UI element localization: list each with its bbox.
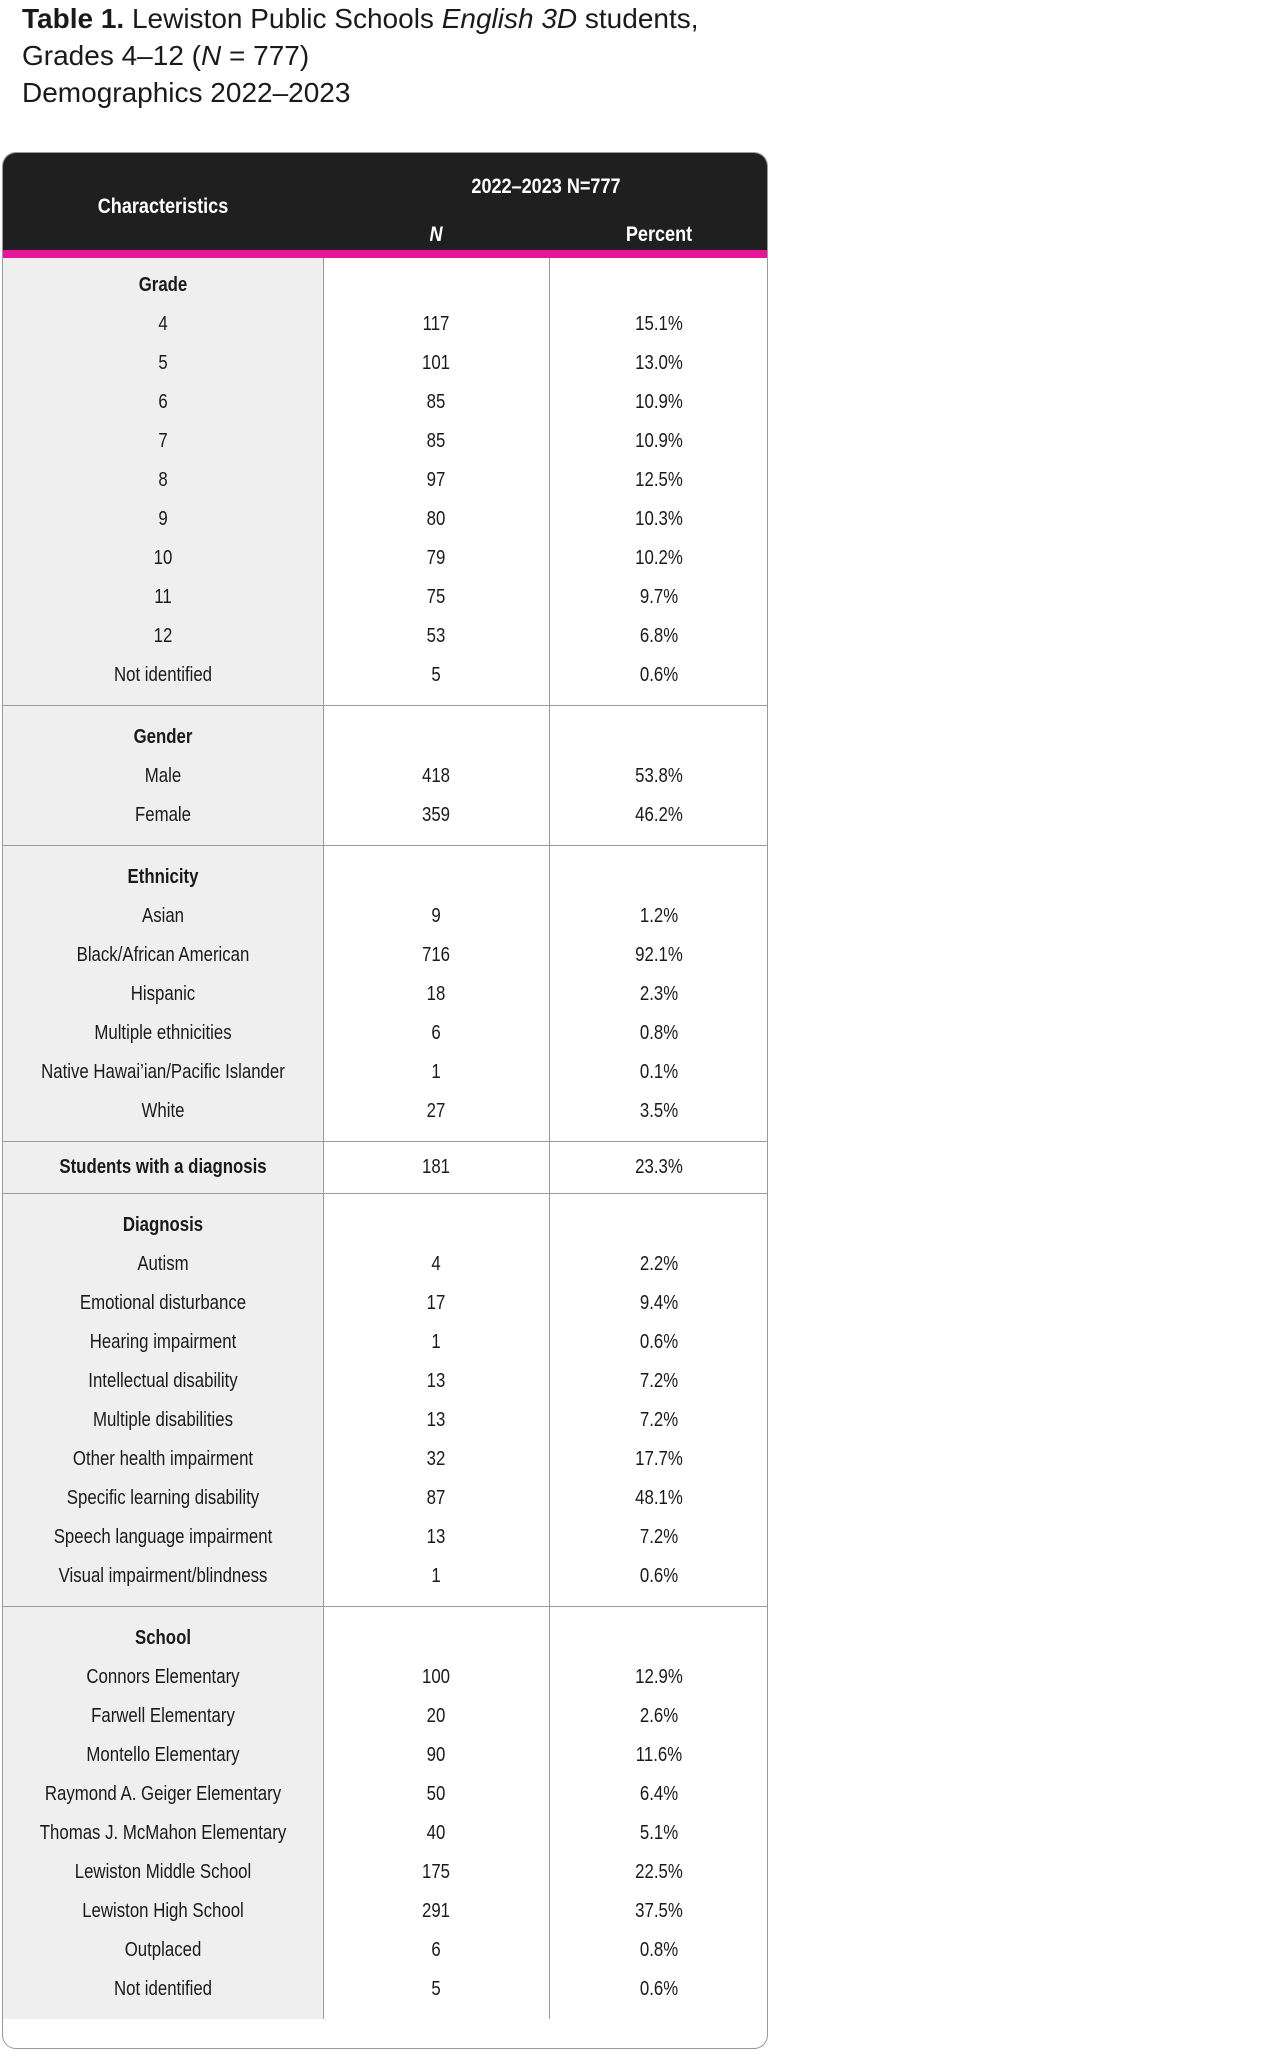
row-percent: 1.2% xyxy=(639,905,679,927)
section-diagnosis xyxy=(3,1194,768,1607)
header-characteristics: Characteristics xyxy=(97,195,229,218)
section-heading xyxy=(3,1206,768,1245)
table-row xyxy=(3,1518,768,1557)
section-school xyxy=(3,1607,768,2019)
caption-grades: Grades 4–12 ( xyxy=(22,40,201,71)
caption-n-symbol: N xyxy=(201,40,222,71)
row-label: Outplaced xyxy=(124,1939,202,1961)
demographics-table xyxy=(2,152,768,2049)
table-row xyxy=(3,1245,768,1284)
row-label: Lewiston High School xyxy=(82,1900,244,1922)
table-row xyxy=(3,1736,768,1775)
row-percent: 6.8% xyxy=(639,625,679,647)
row-n: 40 xyxy=(426,1822,446,1844)
row-label: Lewiston Middle School xyxy=(74,1861,252,1883)
row-label: Female xyxy=(134,804,192,826)
row-percent: 12.5% xyxy=(635,469,683,491)
row-n: 85 xyxy=(426,391,446,413)
row-label: 6 xyxy=(158,391,168,413)
row-percent: 10.2% xyxy=(635,547,683,569)
row-percent: 0.8% xyxy=(639,1939,679,1961)
row-label: Multiple ethnicities xyxy=(94,1022,232,1044)
row-n: 87 xyxy=(426,1487,446,1509)
row-label: Connors Elementary xyxy=(86,1666,240,1688)
row-n: 27 xyxy=(426,1100,446,1122)
row-label: Emotional disturbance xyxy=(79,1292,247,1314)
table-row xyxy=(3,1323,768,1362)
table-row xyxy=(3,1970,768,2009)
row-percent: 10.9% xyxy=(635,391,683,413)
row-n: 5 xyxy=(431,664,441,686)
row-label: 5 xyxy=(158,352,168,374)
table-row xyxy=(3,1284,768,1323)
row-label: Thomas J. McMahon Elementary xyxy=(39,1822,287,1844)
row-label: 11 xyxy=(154,586,172,608)
table-row xyxy=(3,1362,768,1401)
section-grade xyxy=(3,258,768,706)
row-percent: 0.8% xyxy=(639,1022,679,1044)
table-row xyxy=(3,539,768,578)
row-percent: 46.2% xyxy=(635,804,683,826)
table-row xyxy=(3,757,768,796)
header-percent: Percent xyxy=(625,223,693,246)
row-label: Not identified xyxy=(113,664,213,686)
row-label: Intellectual disability xyxy=(88,1370,238,1392)
row-n: 181 xyxy=(421,1156,451,1178)
row-percent: 12.9% xyxy=(635,1666,683,1688)
table-row xyxy=(3,383,768,422)
table-row xyxy=(3,1697,768,1736)
caption-line-3: Demographics 2022–2023 xyxy=(22,77,351,108)
section-ethnicity xyxy=(3,846,768,1142)
row-n: 359 xyxy=(421,804,451,826)
row-n: 100 xyxy=(421,1666,451,1688)
row-percent: 53.8% xyxy=(635,765,683,787)
row-label: Autism xyxy=(137,1253,189,1275)
row-percent: 9.4% xyxy=(639,1292,679,1314)
row-label: Farwell Elementary xyxy=(91,1705,235,1727)
table-row xyxy=(3,796,768,835)
table-row xyxy=(3,1053,768,1092)
row-percent: 0.6% xyxy=(639,1331,679,1353)
caption-text-b: students, xyxy=(577,3,699,34)
row-n: 79 xyxy=(426,547,446,569)
table-row xyxy=(3,617,768,656)
row-percent: 15.1% xyxy=(635,313,683,335)
header-accent-bar xyxy=(3,250,768,258)
row-percent: 10.3% xyxy=(635,508,683,530)
row-label: Students with a diagnosis xyxy=(59,1156,267,1178)
row-percent: 37.5% xyxy=(635,1900,683,1922)
table-row xyxy=(3,1014,768,1053)
table-row xyxy=(3,975,768,1014)
row-label: 10 xyxy=(153,547,173,569)
row-percent: 0.6% xyxy=(639,1565,679,1587)
row-n: 18 xyxy=(426,983,446,1005)
row-label: Specific learning disability xyxy=(66,1487,260,1509)
row-label: Visual impairment/blindness xyxy=(58,1565,268,1587)
row-percent: 0.6% xyxy=(639,664,679,686)
row-n: 4 xyxy=(431,1253,441,1275)
section-title: Diagnosis xyxy=(122,1214,204,1236)
row-percent: 13.0% xyxy=(635,352,683,374)
table-row xyxy=(3,1658,768,1697)
row-percent: 3.5% xyxy=(639,1100,679,1122)
table-row xyxy=(3,344,768,383)
row-n: 716 xyxy=(421,944,451,966)
section-heading xyxy=(3,858,768,897)
table-row xyxy=(3,1931,768,1970)
row-label: Other health impairment xyxy=(72,1448,254,1470)
row-n: 85 xyxy=(426,430,446,452)
caption-line-2 xyxy=(22,37,842,74)
row-label: Raymond A. Geiger Elementary xyxy=(44,1783,282,1805)
section-gender xyxy=(3,706,768,846)
row-percent: 7.2% xyxy=(639,1370,679,1392)
row-n: 17 xyxy=(426,1292,446,1314)
caption-text-a: Lewiston Public Schools xyxy=(124,3,442,34)
row-n: 1 xyxy=(431,1331,441,1353)
row-n: 13 xyxy=(426,1409,446,1431)
row-n: 32 xyxy=(426,1448,446,1470)
row-label: Multiple disabilities xyxy=(92,1409,234,1431)
section-diagnosed xyxy=(3,1142,768,1194)
row-percent: 92.1% xyxy=(635,944,683,966)
section-title: Ethnicity xyxy=(127,866,199,888)
table-row xyxy=(3,1479,768,1518)
table-row xyxy=(3,305,768,344)
row-label: 7 xyxy=(158,430,168,452)
row-n: 50 xyxy=(426,1783,446,1805)
table-row xyxy=(3,1814,768,1853)
table-row xyxy=(3,1092,768,1131)
table-body xyxy=(3,258,768,2019)
row-label: Black/African American xyxy=(76,944,250,966)
row-label: Not identified xyxy=(113,1978,213,2000)
header-year: 2022–2023 N=777 xyxy=(471,175,621,198)
header-n: N xyxy=(429,223,443,246)
row-n: 1 xyxy=(431,1565,441,1587)
row-n: 20 xyxy=(426,1705,446,1727)
row-label: Asian xyxy=(141,905,185,927)
table-row xyxy=(3,1148,768,1187)
section-title: Gender xyxy=(133,726,193,748)
section-heading xyxy=(3,718,768,757)
row-n: 175 xyxy=(421,1861,451,1883)
row-n: 6 xyxy=(431,1939,441,1961)
table-row xyxy=(3,1440,768,1479)
row-percent: 48.1% xyxy=(635,1487,683,1509)
row-n: 97 xyxy=(426,469,446,491)
table-row xyxy=(3,500,768,539)
row-n: 6 xyxy=(431,1022,441,1044)
caption-n-value: = 777) xyxy=(221,40,310,71)
row-percent: 2.3% xyxy=(639,983,679,1005)
table-header xyxy=(3,153,768,258)
row-percent: 10.9% xyxy=(635,430,683,452)
row-n: 53 xyxy=(426,625,446,647)
table-row xyxy=(3,656,768,695)
row-label: 12 xyxy=(153,625,173,647)
row-percent: 0.1% xyxy=(639,1061,679,1083)
row-percent: 5.1% xyxy=(639,1822,679,1844)
row-n: 80 xyxy=(426,508,446,530)
row-n: 291 xyxy=(421,1900,451,1922)
row-percent: 22.5% xyxy=(635,1861,683,1883)
row-label: Speech language impairment xyxy=(53,1526,273,1548)
row-n: 13 xyxy=(426,1526,446,1548)
row-n: 13 xyxy=(426,1370,446,1392)
row-label: Hispanic xyxy=(130,983,196,1005)
row-n: 101 xyxy=(421,352,451,374)
row-n: 5 xyxy=(431,1978,441,2000)
row-percent: 0.6% xyxy=(639,1978,679,2000)
table-row xyxy=(3,578,768,617)
table-row xyxy=(3,1853,768,1892)
table-row xyxy=(3,1775,768,1814)
section-title: School xyxy=(134,1627,191,1649)
row-label: Native Hawai’ian/Pacific Islander xyxy=(41,1061,285,1083)
row-label: Montello Elementary xyxy=(86,1744,240,1766)
table-row xyxy=(3,461,768,500)
row-n: 418 xyxy=(421,765,451,787)
table-row xyxy=(3,897,768,936)
row-percent: 2.2% xyxy=(639,1253,679,1275)
row-n: 90 xyxy=(426,1744,446,1766)
row-n: 117 xyxy=(422,313,450,335)
row-label: 9 xyxy=(158,508,168,530)
row-label: 8 xyxy=(158,469,168,491)
section-heading xyxy=(3,266,768,305)
table-row xyxy=(3,1892,768,1931)
row-percent: 7.2% xyxy=(639,1526,679,1548)
row-n: 9 xyxy=(431,905,441,927)
table-row xyxy=(3,1401,768,1440)
caption-label: Table 1. xyxy=(22,3,125,34)
caption-program: English 3D xyxy=(441,3,578,34)
row-label: Male xyxy=(144,765,182,787)
row-percent: 11.6% xyxy=(635,1744,683,1766)
table-row xyxy=(3,1557,768,1596)
table-caption xyxy=(22,0,842,111)
row-percent: 9.7% xyxy=(639,586,679,608)
row-percent: 2.6% xyxy=(639,1705,679,1727)
row-label: 4 xyxy=(158,313,168,335)
row-label: White xyxy=(141,1100,185,1122)
row-n: 1 xyxy=(431,1061,441,1083)
row-n: 75 xyxy=(426,586,446,608)
row-percent: 17.7% xyxy=(635,1448,683,1470)
row-percent: 7.2% xyxy=(639,1409,679,1431)
row-label: Hearing impairment xyxy=(89,1331,237,1353)
row-percent: 23.3% xyxy=(635,1156,683,1178)
table-row xyxy=(3,422,768,461)
caption-line-1 xyxy=(22,0,842,37)
section-title: Grade xyxy=(138,274,188,296)
section-heading xyxy=(3,1619,768,1658)
row-percent: 6.4% xyxy=(639,1783,679,1805)
table-row xyxy=(3,936,768,975)
